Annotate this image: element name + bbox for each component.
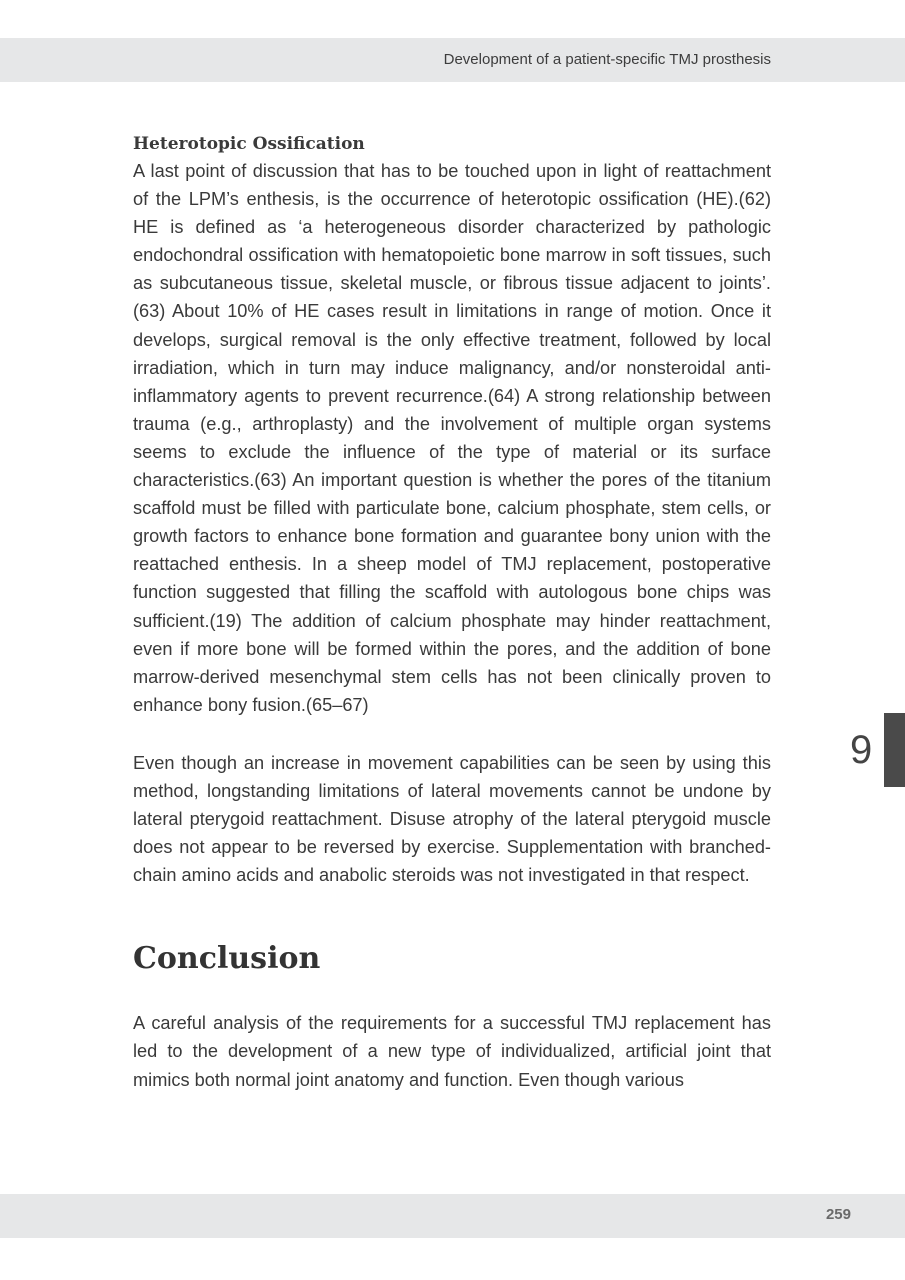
header-band (0, 38, 905, 82)
section-title-conclusion: Conclusion (133, 941, 321, 977)
chapter-thumb-tab (884, 713, 905, 787)
chapter-number: 9 (850, 728, 873, 772)
footer-band (0, 1194, 905, 1238)
page-content (133, 131, 771, 1094)
page-number: 259 (825, 1206, 851, 1223)
paragraph-conclusion-1: A careful analysis of the requirements for a successful TMJ replacement has led to the development of a new type of individualized, artificial joint that mimics both normal joint anatomy and function. Even though various (133, 1013, 771, 1090)
running-head-title: Development of a patient-specific TMJ prosthesis (443, 51, 771, 68)
subheading-heterotopic-ossification: Heterotopic Ossification (133, 134, 365, 154)
paragraph-ho-2: Even though an increase in movement capabilities can be seen by using this method, longstanding limitations of lateral movements cannot be undone by lateral pterygoid reattachment. Disuse atrophy of the lateral pterygoid muscle does not appear to be reversed by exercise. Supplementation with branched-chain amino acids and anabolic steroids was not investigated in that respect. (133, 752, 771, 886)
paragraph-ho-1: A last point of discussion that has to be touched upon in light of reattachment of the LPM’s enthesis, is the occurrence of heterotopic ossification (HE).(62) HE is defined as ‘a heterogeneous disorder characterized by pathologic endochondral ossification with hematopoietic bone marrow in soft tissues, such as subcutaneous tissue, skeletal muscle, or fibrous tissue adjacent to joints’.(63) About 10% of HE cases result in limitations in range of motion. Once it develops, surgical removal is the only effective treatment, followed by local irradiation, which in turn may induce malignancy, and/or nonsteroidal anti-inflammatory agents to prevent recurrence.(64) A strong relationship between trauma (e.g., arthroplasty) and the involvement of multiple organ systems seems to exclude the influence of the type of material or its surface characteristics.(63) An important question is whether the pores of the titanium scaffold must be filled with particulate bone, calcium phosphate, stem cells, or growth factors to enhance bone formation and guarantee bony union with the reattached enthesis. In a sheep model of TMJ replacement, postoperative function suggested that filling the scaffold with autologous bone chips was sufficient.(19) The addition of calcium phosphate may hinder reattachment, even if more bone will be formed within the pores, and the addition of bone marrow-derived mesenchymal stem cells has not been clinically proven to enhance bony fusion.(65–67) (133, 161, 771, 715)
